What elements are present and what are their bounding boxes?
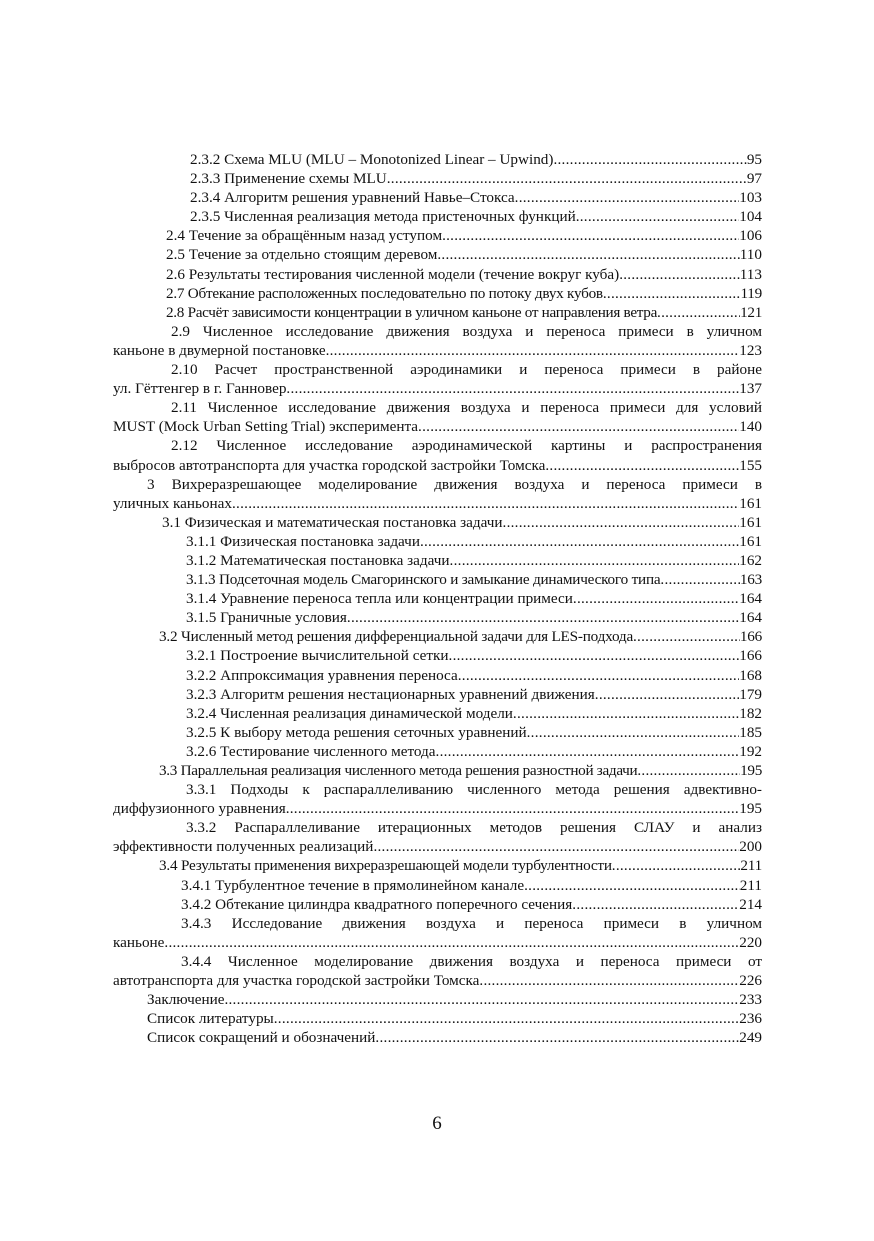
toc-leader-dots [286, 379, 739, 398]
toc-entry [113, 761, 762, 780]
toc-entry-title: Список литературы [147, 1010, 274, 1028]
toc-leader-dots [442, 226, 739, 245]
toc-entry-title: 2.3.5 Численная реализация метода пристеночных функций [190, 208, 576, 226]
toc-entry-page: 104 [739, 208, 762, 226]
toc-entry [113, 475, 762, 513]
toc-entry-title: 2.5 Течение за отдельно стоящим деревом [166, 246, 438, 264]
toc-entry-page: 162 [739, 551, 762, 569]
toc-leader-dots [449, 646, 740, 665]
toc-entry-title: 2.9 Численное исследование движения воздуха и переноса примеси в уличном [171, 322, 762, 340]
toc-leader-dots [420, 532, 739, 551]
toc-leader-dots [347, 608, 739, 627]
toc-entry-page: 97 [746, 170, 762, 188]
toc-entry-title: 2.4 Течение за обращённым назад уступом [166, 227, 443, 245]
toc-leader-dots [387, 169, 747, 188]
toc-entry-page: 179 [739, 685, 762, 703]
toc-entry-title-continued: каньоне [113, 933, 165, 951]
toc-entry-title: 3.1.2 Математическая постановка задачи [186, 551, 450, 569]
toc-entry [113, 876, 762, 895]
toc-entry [113, 780, 762, 818]
toc-leader-dots [418, 417, 739, 436]
toc-leader-dots [450, 551, 740, 570]
toc-entry-title: 2.3.4 Алгоритм решения уравнений Навье–Стокса [190, 189, 515, 207]
toc-leader-dots [553, 150, 746, 169]
toc-entry-page: 164 [739, 590, 762, 608]
toc-leader-dots [373, 837, 739, 856]
toc-leader-dots [375, 1028, 739, 1047]
toc-leader-dots [595, 685, 739, 704]
toc-leader-dots [286, 799, 740, 818]
toc-leader-dots [437, 245, 739, 264]
toc-entry [113, 1028, 762, 1047]
toc-entry-page: 211 [739, 876, 762, 894]
toc-entry [113, 398, 762, 436]
toc-entry-page: 155 [739, 456, 762, 474]
toc-entry-title: 3.2.3 Алгоритм решения нестационарных уравнений движения [186, 685, 595, 703]
toc-entry [113, 856, 762, 875]
toc-leader-dots [458, 666, 740, 685]
toc-entry-page: 236 [739, 1010, 762, 1028]
toc-entry-page: 185 [739, 723, 762, 741]
toc-entry [113, 265, 762, 284]
toc-entry-page: 249 [739, 1029, 762, 1047]
toc-leader-dots [545, 456, 739, 475]
toc-entry [113, 952, 762, 990]
toc-entry-title: 3.4.1 Турбулентное течение в прямолинейном канале [181, 876, 525, 894]
toc-entry [113, 818, 762, 856]
toc-entry [113, 513, 762, 532]
toc-entry [113, 704, 762, 723]
toc-entry [113, 532, 762, 551]
toc-entry [113, 742, 762, 761]
toc-entry [113, 685, 762, 704]
toc-entry-title: 3.3.1 Подходы к распараллеливанию численного метода решения адвективно- [186, 781, 762, 799]
toc-entry [113, 666, 762, 685]
toc-entry-title: 3.4 Результаты применения вихреразрешающей модели турбулентности [159, 857, 612, 875]
toc-entry-title: 3.4.4 Численное моделирование движения воздуха и переноса примеси от [181, 952, 762, 970]
toc-entry-title: 3.4.3 Исследование движения воздуха и переноса примеси в уличном [181, 914, 762, 932]
toc-entry-title: 2.8 Расчёт зависимости концентрации в уличном каньоне от направления ветра [166, 303, 658, 321]
toc-entry-page: 137 [739, 380, 762, 398]
toc-entry-title: 3.2.5 К выбору метода решения сеточных уравнений [186, 723, 527, 741]
toc-entry-title: 2.11 Численное исследование движения воздуха и переноса примеси для условий [171, 399, 762, 417]
toc-entry-page: 110 [739, 246, 762, 264]
toc-entry-title-continued: эффективности полученных реализаций [113, 838, 374, 856]
toc-entry [113, 570, 762, 589]
toc-leader-dots [513, 704, 739, 723]
toc-leader-dots [232, 494, 739, 513]
page-number: 6 [432, 1113, 442, 1134]
toc-entry-title: 2.10 Расчет пространственной аэродинамики и переноса примеси в районе [171, 361, 762, 379]
toc-entry [113, 914, 762, 952]
toc-entry-page: 211 [740, 857, 762, 875]
toc-entry [113, 169, 762, 188]
toc-entry-page: 195 [740, 762, 762, 779]
toc-entry [113, 990, 762, 1009]
toc-leader-dots [573, 589, 739, 608]
toc-entry [113, 188, 762, 207]
toc-entry-page: 182 [739, 704, 762, 722]
toc-entry [113, 436, 762, 474]
toc-entry-title: 3.1.3 Подсеточная модель Смагоринского и замыкание динамического типа [186, 571, 661, 589]
toc-entry-title-continued: выбросов автотранспорта для участка городской застройки Томска [113, 456, 546, 474]
toc-entry [113, 303, 762, 322]
toc-entry-title: 3.3 Параллельная реализация численного метода решения разностной задачи [159, 762, 638, 779]
toc-entry-page: 166 [739, 628, 762, 646]
toc-entry-title-continued: уличных каньонах [113, 494, 232, 512]
toc-leader-dots [326, 341, 740, 360]
toc-entry-title-continued: каньоне в двумерной постановке [113, 341, 326, 359]
toc-entry-title: 3.4.2 Обтекание цилиндра квадратного поперечного сечения [181, 895, 573, 913]
toc-entry-page: 195 [739, 800, 762, 818]
toc-entry-title: Заключение [147, 991, 225, 1009]
toc-entry-page: 140 [739, 418, 762, 436]
toc-entry-title: 3.2.6 Тестирование численного метода [186, 742, 436, 760]
toc-entry-page: 161 [739, 494, 762, 512]
toc-entry-title: Список сокращений и обозначений [147, 1029, 376, 1047]
toc-entry [113, 895, 762, 914]
toc-entry-title: 2.12 Численное исследование аэродинамической картины и распространения [171, 437, 762, 455]
toc-entry-page: 233 [739, 991, 762, 1009]
toc-entry-title: 3.2 Численный метод решения дифференциальной задачи для LES-подхода [159, 628, 633, 646]
toc-entry-title: 3.1.4 Уравнение переноса тепла или концентрации примеси [186, 590, 573, 608]
toc-entry-title: 3.3.2 Распараллеливание итерационных методов решения СЛАУ и анализ [186, 819, 762, 837]
toc-entry-page: 192 [739, 742, 762, 760]
toc-entry-title: 3.2.4 Численная реализация динамической модели [186, 704, 513, 722]
toc-entry [113, 627, 762, 646]
toc-entry-page: 113 [739, 265, 762, 283]
toc-entry-title-continued: MUST (Mock Urban Setting Trial) эксперимента [113, 418, 419, 436]
toc-entry [113, 646, 762, 665]
toc-leader-dots [603, 284, 741, 303]
toc-leader-dots [479, 971, 739, 990]
toc-leader-dots [274, 1009, 739, 1028]
toc-entry-title: 2.7 Обтекание расположенных последовательно по потоку двух кубов [166, 284, 603, 302]
toc-leader-dots [527, 723, 740, 742]
toc-entry-title: 3.1.1 Физическая постановка задачи [186, 532, 420, 550]
toc-entry [113, 150, 762, 169]
toc-entry [113, 207, 762, 226]
toc-entry-page: 166 [739, 647, 762, 665]
toc-entry-page: 214 [739, 895, 762, 913]
toc-leader-dots [524, 876, 740, 895]
toc-entry-title: 3.2.2 Аппроксимация уравнения переноса [186, 666, 458, 684]
toc-leader-dots [612, 856, 741, 875]
toc-leader-dots [503, 513, 740, 532]
toc-entry [113, 284, 762, 303]
toc-entry [113, 245, 762, 264]
toc-entry-title-continued: диффузионного уравнения [113, 800, 286, 818]
toc-entry [113, 589, 762, 608]
toc-leader-dots [576, 207, 740, 226]
toc-leader-dots [619, 265, 740, 284]
toc-entry-title: 3.2.1 Построение вычислительной сетки [186, 647, 449, 665]
toc-leader-dots [164, 933, 739, 952]
toc-leader-dots [660, 570, 739, 589]
toc-entry [113, 723, 762, 742]
toc-leader-dots [436, 742, 740, 761]
toc-entry-page: 220 [739, 933, 762, 951]
toc-entry [113, 608, 762, 627]
toc-entry [113, 1009, 762, 1028]
toc-entry [113, 322, 762, 360]
toc-entry-page: 95 [746, 151, 762, 168]
toc-entry [113, 551, 762, 570]
toc-entry-title: 3 Вихреразрешающее моделирование движения воздуха и переноса примеси в [147, 475, 762, 493]
table-of-contents [113, 150, 762, 1047]
toc-entry-page: 161 [739, 532, 762, 550]
toc-leader-dots [657, 303, 740, 322]
toc-leader-dots [515, 188, 740, 207]
toc-entry-page: 163 [739, 571, 762, 589]
toc-entry-page: 168 [739, 666, 762, 684]
toc-entry-page: 226 [739, 972, 762, 990]
toc-entry-page: 161 [739, 513, 762, 531]
toc-entry [113, 226, 762, 245]
toc-entry-title-continued: автотранспорта для участка городской застройки Томска [113, 972, 480, 990]
toc-entry-page: 200 [739, 838, 762, 856]
toc-entry-page: 119 [740, 284, 762, 302]
toc-leader-dots [572, 895, 739, 914]
toc-entry-title: 3.1 Физическая и математическая постановка задачи [162, 513, 503, 531]
toc-entry-title: 2.3.2 Схема MLU (MLU – Monotonized Linear – Upwind) [190, 151, 554, 168]
toc-entry-title: 2.3.3 Применение схемы MLU [190, 170, 387, 188]
toc-entry-page: 164 [739, 609, 762, 627]
toc-entry-page: 103 [739, 189, 762, 207]
toc-entry-page: 106 [739, 227, 762, 245]
toc-entry-page: 121 [740, 303, 762, 321]
toc-entry-title-continued: ул. Гёттенгер в г. Ганновер [113, 380, 287, 398]
toc-leader-dots [224, 990, 739, 1009]
toc-leader-dots [633, 627, 740, 646]
toc-entry-page: 123 [739, 341, 762, 359]
toc-entry-title: 3.1.5 Граничные условия [186, 609, 347, 627]
toc-entry-title: 2.6 Результаты тестирования численной модели (течение вокруг куба) [166, 265, 620, 283]
toc-entry [113, 360, 762, 398]
toc-leader-dots [637, 761, 740, 780]
